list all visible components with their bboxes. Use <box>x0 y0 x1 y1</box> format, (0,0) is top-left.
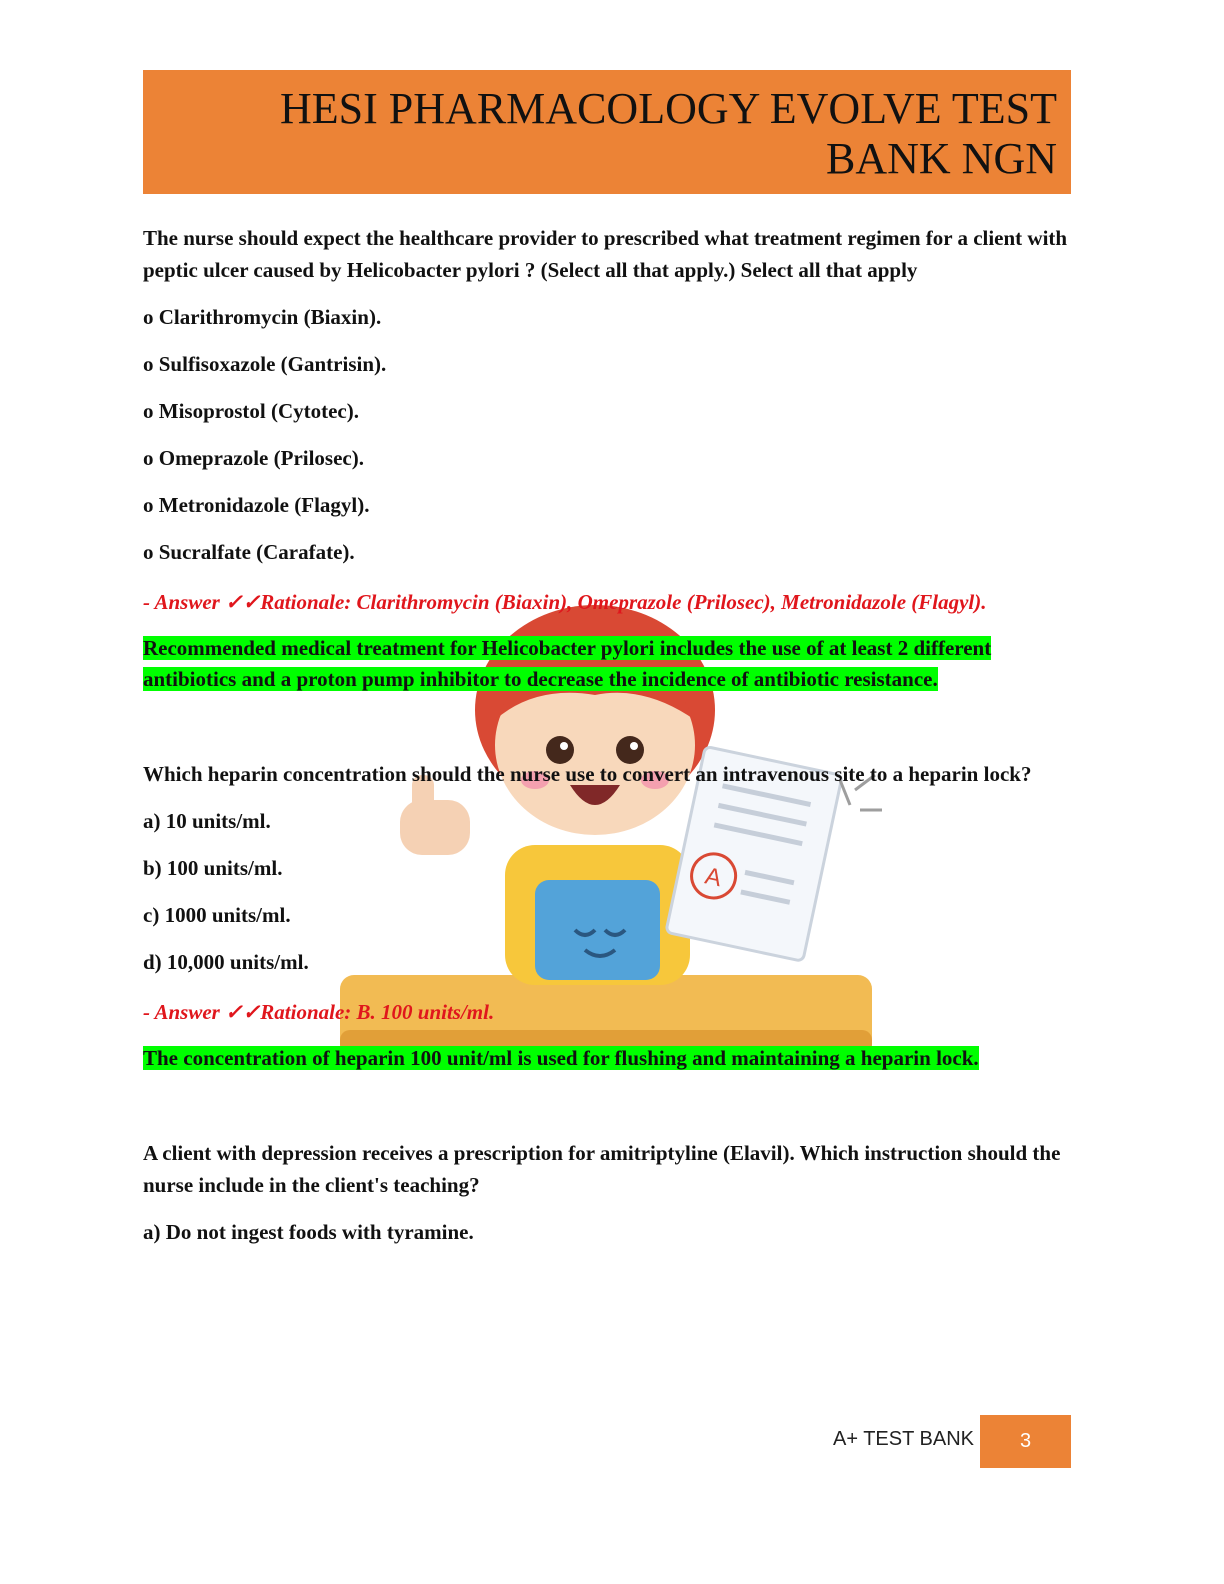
q3-option-a: a) Do not ingest foods with tyramine. <box>143 1220 474 1244</box>
q2-rationale-text: The concentration of heparin 100 unit/ml is used for flushing and maintaining a heparin lock. <box>143 1046 979 1070</box>
header-band <box>143 70 1071 194</box>
q1-option-2: o Sulfisoxazole (Gantrisin). <box>143 352 387 376</box>
q1-option-1: o Clarithromycin (Biaxin). <box>143 305 382 329</box>
q2-option-b: b) 100 units/ml. <box>143 856 283 880</box>
question-1: The nurse should expect the healthcare provider to prescribed what treatment regimen for a client with peptic ulcer caused by Helicobacter pylori ? (Select all that apply.) Select all that apply <box>143 226 1068 282</box>
question-3: A client with depression receives a prescription for amitriptyline (Elavil). Which instruction should the nurse include in the client's teaching? <box>143 1141 1061 1197</box>
question-2: Which heparin concentration should the nurse use to convert an intravenous site to a heparin lock? <box>143 762 1032 786</box>
q2-answer: - Answer ✓✓Rationale: B. 100 units/ml. <box>143 1000 495 1024</box>
footer-label: A+ TEST BANK <box>833 1428 974 1450</box>
title-line-1: HESI PHARMACOLOGY EVOLVE TEST <box>280 84 1057 133</box>
q1-option-6: o Sucralfate (Carafate). <box>143 540 355 564</box>
q1-option-5: o Metronidazole (Flagyl). <box>143 493 370 517</box>
page-content <box>143 222 1071 1248</box>
q2-option-a: a) 10 units/ml. <box>143 809 271 833</box>
q1-option-4: o Omeprazole (Prilosec). <box>143 446 364 470</box>
q1-rationale-text: Recommended medical treatment for Helicobacter pylori includes the use of at least 2 different antibiotics and a proton pump inhibitor to decrease the incidence of antibiotic resistance. <box>143 636 992 691</box>
grade-letter: A <box>702 862 724 893</box>
q2-option-c: c) 1000 units/ml. <box>143 903 291 927</box>
q1-rationale <box>143 633 1071 695</box>
page-title <box>280 84 1057 184</box>
q2-option-d: d) 10,000 units/ml. <box>143 950 309 974</box>
title-line-2: BANK NGN <box>826 134 1057 183</box>
q1-answer: - Answer ✓✓Rationale: Clarithromycin (Biaxin), Omeprazole (Prilosec), Metronidazole (Flagyl). <box>143 590 987 614</box>
q1-option-3: o Misoprostol (Cytotec). <box>143 399 359 423</box>
q2-rationale <box>143 1043 1071 1074</box>
page-number: 3 <box>980 1415 1071 1468</box>
